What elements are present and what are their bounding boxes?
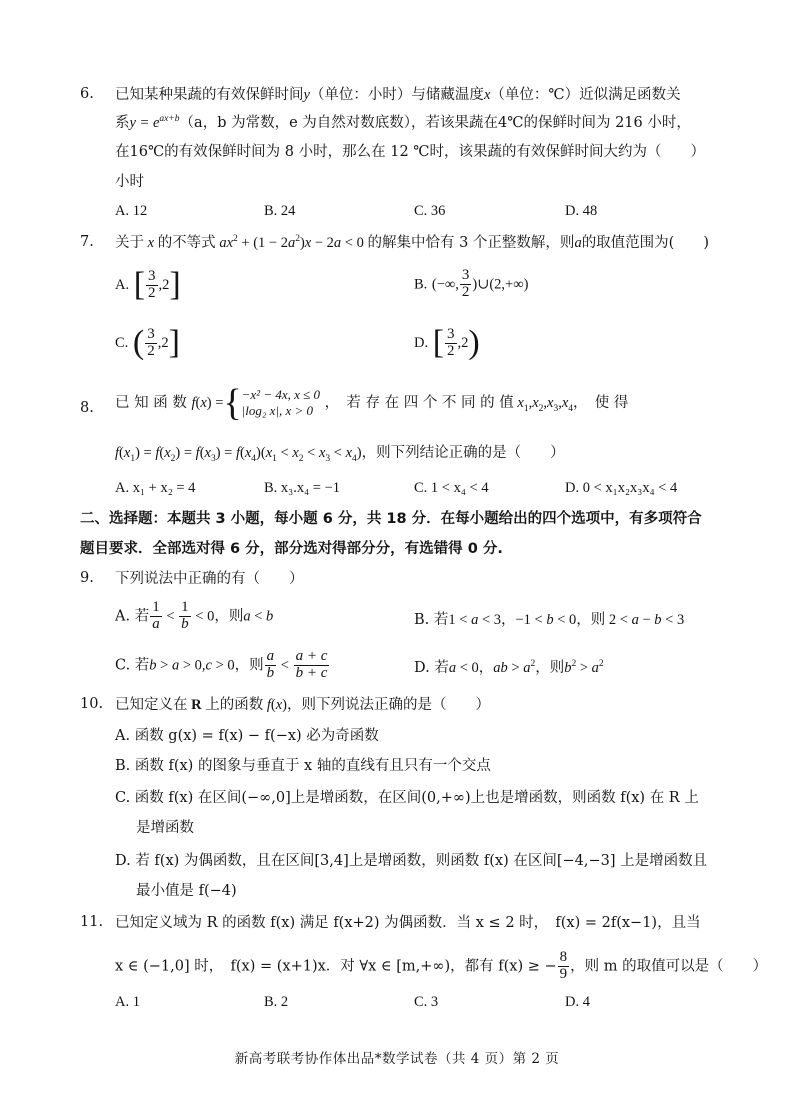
q6-option-a: A. 12 bbox=[115, 203, 148, 219]
frac-num: 3 bbox=[447, 325, 455, 342]
q8-option-b: B. x₃.x₄ = −1 bbox=[264, 480, 341, 496]
q9-a-post: ，则 bbox=[214, 608, 244, 625]
page-footer: 新高考联考协作体出品*数学试卷（共 4 页）第 2 页 bbox=[234, 1051, 560, 1067]
frac-den: 2 bbox=[147, 342, 155, 359]
q11-frac-den: 9 bbox=[559, 965, 568, 982]
q6-option-d: D. 48 bbox=[565, 203, 598, 219]
q7-option-d: D. [ $\frac{3}{2}$ ,2) bbox=[414, 324, 480, 361]
q9-c-mid: ，则 bbox=[234, 657, 264, 674]
q10-option-d-line1: D. 若 f(x) 为偶函数，且在区间[3,4]上是增函数，则函数 f(x) 在区间[−4,−3] 上是增函数且 bbox=[115, 853, 708, 869]
q6-line2-b: （a，b 为常数，e 为自然对数底数），若该果蔬在4℃的保鲜时间为 216 小时， bbox=[179, 115, 691, 131]
q10-option-c-line2: 是增函数 bbox=[136, 820, 194, 836]
q10-stem: 已知定义在 R 上的函数 f(x)，则下列说法正确的是（ ） bbox=[115, 697, 491, 713]
q9-option-c: C. 若b > a > 0,c > 0，则 $\frac{a}{b}$ < $\frac{a + c}{b + c}$ bbox=[115, 648, 328, 681]
frac-num: 3 bbox=[147, 325, 155, 342]
q11-option-d: D. 4 bbox=[565, 994, 590, 1010]
q7-b-text: (−∞, bbox=[431, 276, 459, 293]
q7-stem-b: 的不等式 bbox=[157, 235, 216, 251]
q7-stem-d: 的取值范围为( ) bbox=[581, 235, 710, 251]
q9-option-d: D. 若a < 0，ab > $a^2$，则$b^2 > a^2$ bbox=[414, 659, 604, 676]
q6-line1-a: 已知某种果蔬的有效保鲜时间 bbox=[115, 87, 304, 103]
q9-stem: 下列说法中正确的有（ ） bbox=[115, 571, 304, 587]
q7-b-text2: )∪(2,+∞) bbox=[472, 276, 529, 293]
q7-two: ,2 bbox=[457, 335, 469, 351]
q9-a-pre: A. 若 bbox=[115, 608, 150, 625]
q11-option-a: A. 1 bbox=[115, 994, 140, 1010]
q9-number: 9. bbox=[80, 570, 94, 586]
q8-line2-b: ，则下列结论正确的是（ ） bbox=[361, 445, 565, 461]
q10-option-c-line1: C. 函数 f(x) 在区间(−∞,0]上是增函数，在区间(0,+∞)上也是增函数，则函数 f(x) 在 R 上 bbox=[115, 790, 699, 806]
q7-option-d-label: D. bbox=[414, 335, 429, 351]
q11-frac-num: 8 bbox=[559, 949, 568, 965]
q7-option-b-label: B. bbox=[414, 276, 428, 293]
q7-option-b bbox=[414, 268, 528, 301]
q11-option-b: B. 2 bbox=[264, 994, 289, 1010]
q10-stem-c: ，则下列说法正确的是（ ） bbox=[287, 697, 491, 713]
q6-number: 6. bbox=[80, 86, 94, 102]
q9-option-a: A. 若 $\frac{1}{a}$ < $\frac{1}{b}$ < 0，则a < b bbox=[115, 599, 274, 632]
frac-den: 2 bbox=[148, 284, 156, 301]
q10-option-a: A. 函数 g(x) = f(x) − f(−x) 必为奇函数 bbox=[115, 728, 379, 744]
q8-stem-b: ， 若 存 在 四 个 不 同 的 值 bbox=[324, 395, 514, 411]
q7-two: ,2 bbox=[157, 335, 169, 351]
q7-two: ,2 bbox=[158, 277, 170, 293]
q11-line2-b: ，则 m 的取值可以是（ ） bbox=[570, 958, 768, 975]
q7-stem-a: 关于 bbox=[115, 235, 144, 251]
q7-stem-c: 的解集中恰有 3 个正整数解，则 bbox=[367, 235, 575, 251]
q10-number: 10. bbox=[80, 696, 104, 712]
q11-line2-a: x ∈ (−1,0] 时， f(x) = (x+1)x．对 ∀x ∈ [m,+∞)，都有 f(x) ≥ − bbox=[115, 958, 557, 975]
q7-option-c-label: C. bbox=[115, 335, 129, 351]
frac-den: 2 bbox=[447, 342, 455, 359]
frac-den: 2 bbox=[461, 283, 470, 300]
q8-stem: 已 知 函 数 f(x) ={−x² − 4x, x ≤ 0 |log₂ x|, x > 0 ， 若 存 在 四 个 不 同 的 值 $x_1,x_2,x_3,x_4$， 使 得 bbox=[115, 382, 629, 424]
q10-stem-a: 已知定义在 bbox=[115, 697, 188, 713]
q8-piecewise bbox=[242, 387, 320, 420]
q6-option-c: C. 36 bbox=[414, 203, 446, 219]
q11-option-c: C. 3 bbox=[414, 994, 439, 1010]
q11-number: 11. bbox=[80, 914, 104, 930]
q7-option-c: C. ( $\frac{3}{2}$ ,2] bbox=[115, 324, 180, 361]
q6-line3: 在16℃的有效保鲜时间为 8 小时，那么在 12 ℃时，该果蔬的有效保鲜时间大约为（ ） bbox=[115, 144, 706, 160]
q6-var-y: y bbox=[303, 87, 310, 103]
section2-heading-line2: 题目要求．全部选对得 6 分，部分选对得部分分，有选错得 0 分. bbox=[80, 541, 503, 557]
q8-option-c: C. 1 < x₄ < 4 bbox=[414, 480, 489, 496]
q11-line1: 已知定义域为 R 的函数 f(x) 满足 f(x+2) 为偶函数．当 x ≤ 2 时， f(x) = 2f(x−1)，且当 bbox=[115, 915, 701, 931]
q6-var-x: x bbox=[483, 87, 491, 103]
q8-stem-a: 已 知 函 数 bbox=[115, 395, 187, 411]
q6-formula-exp: ax+b bbox=[159, 114, 180, 125]
q9-b-pre: B. 若 bbox=[414, 612, 449, 628]
q8-number: 8. bbox=[80, 400, 94, 416]
q6-line4: 小时 bbox=[115, 174, 144, 190]
q8-option-a: A. x₁ + x₂ = 4 bbox=[115, 480, 196, 496]
q6-line2-a: 系 bbox=[115, 115, 130, 131]
frac-num: 3 bbox=[461, 267, 470, 283]
q6-line2 bbox=[115, 114, 691, 132]
q7-number: 7. bbox=[80, 234, 94, 250]
frac-num: 3 bbox=[148, 267, 156, 284]
q6-line1-b: （单位：小时）与储藏温度 bbox=[309, 87, 484, 103]
q8-line2: $f(x_1) = f(x_2) = f(x_3) = f(x_4)(x_1 < x_2 < x_3 < x_4)$，则下列结论正确的是（ ） bbox=[115, 445, 565, 464]
q8-stem-c: ， 使 得 bbox=[573, 395, 629, 411]
q9-d-pre: D. 若 bbox=[414, 660, 449, 676]
q8-option-d: D. 0 < x₁x₂x₃x₄ < 4 bbox=[565, 480, 678, 496]
q11-line2 bbox=[115, 950, 767, 983]
q7-stem: 关于 x 的不等式 $ax^2 + (1 - 2a^2)x - 2a < 0$ 的解集中恰有 3 个正整数解，则a的取值范围为( ) bbox=[115, 234, 710, 251]
q6-line1-c: （单位：℃）近似满足函数关 bbox=[490, 87, 681, 103]
q7-option-a: A. [ $\frac{3}{2}$ ,2] bbox=[115, 266, 181, 303]
q6-line1 bbox=[115, 86, 681, 104]
q9-c-pre: C. 若 bbox=[115, 657, 150, 674]
q9-option-b: B. 若1 < a < 3，−1 < b < 0，则 2 < a − b < 3 bbox=[414, 612, 685, 628]
q8-piece2: |log₂ x|, x > 0 bbox=[241, 403, 313, 418]
q10-stem-b: 上的函数 bbox=[205, 697, 264, 713]
q6-option-b: B. 24 bbox=[264, 203, 296, 219]
q8-piece1: −x² − 4x, x ≤ 0 bbox=[241, 386, 321, 402]
q10-option-b: B. 函数 f(x) 的图象与垂直于 x 轴的直线有且只有一个交点 bbox=[115, 758, 491, 774]
section2-heading-line1: 二、选择题：本题共 3 小题，每小题 6 分，共 18 分．在每小题给出的四个选项中，有多项符合 bbox=[80, 511, 702, 527]
q7-option-a-label: A. bbox=[115, 277, 130, 293]
q10-option-d-line2: 最小值是 f(−4) bbox=[136, 883, 237, 899]
q6-formula: y = e bbox=[129, 115, 160, 131]
q9-d-mid: ，则 bbox=[535, 660, 565, 676]
